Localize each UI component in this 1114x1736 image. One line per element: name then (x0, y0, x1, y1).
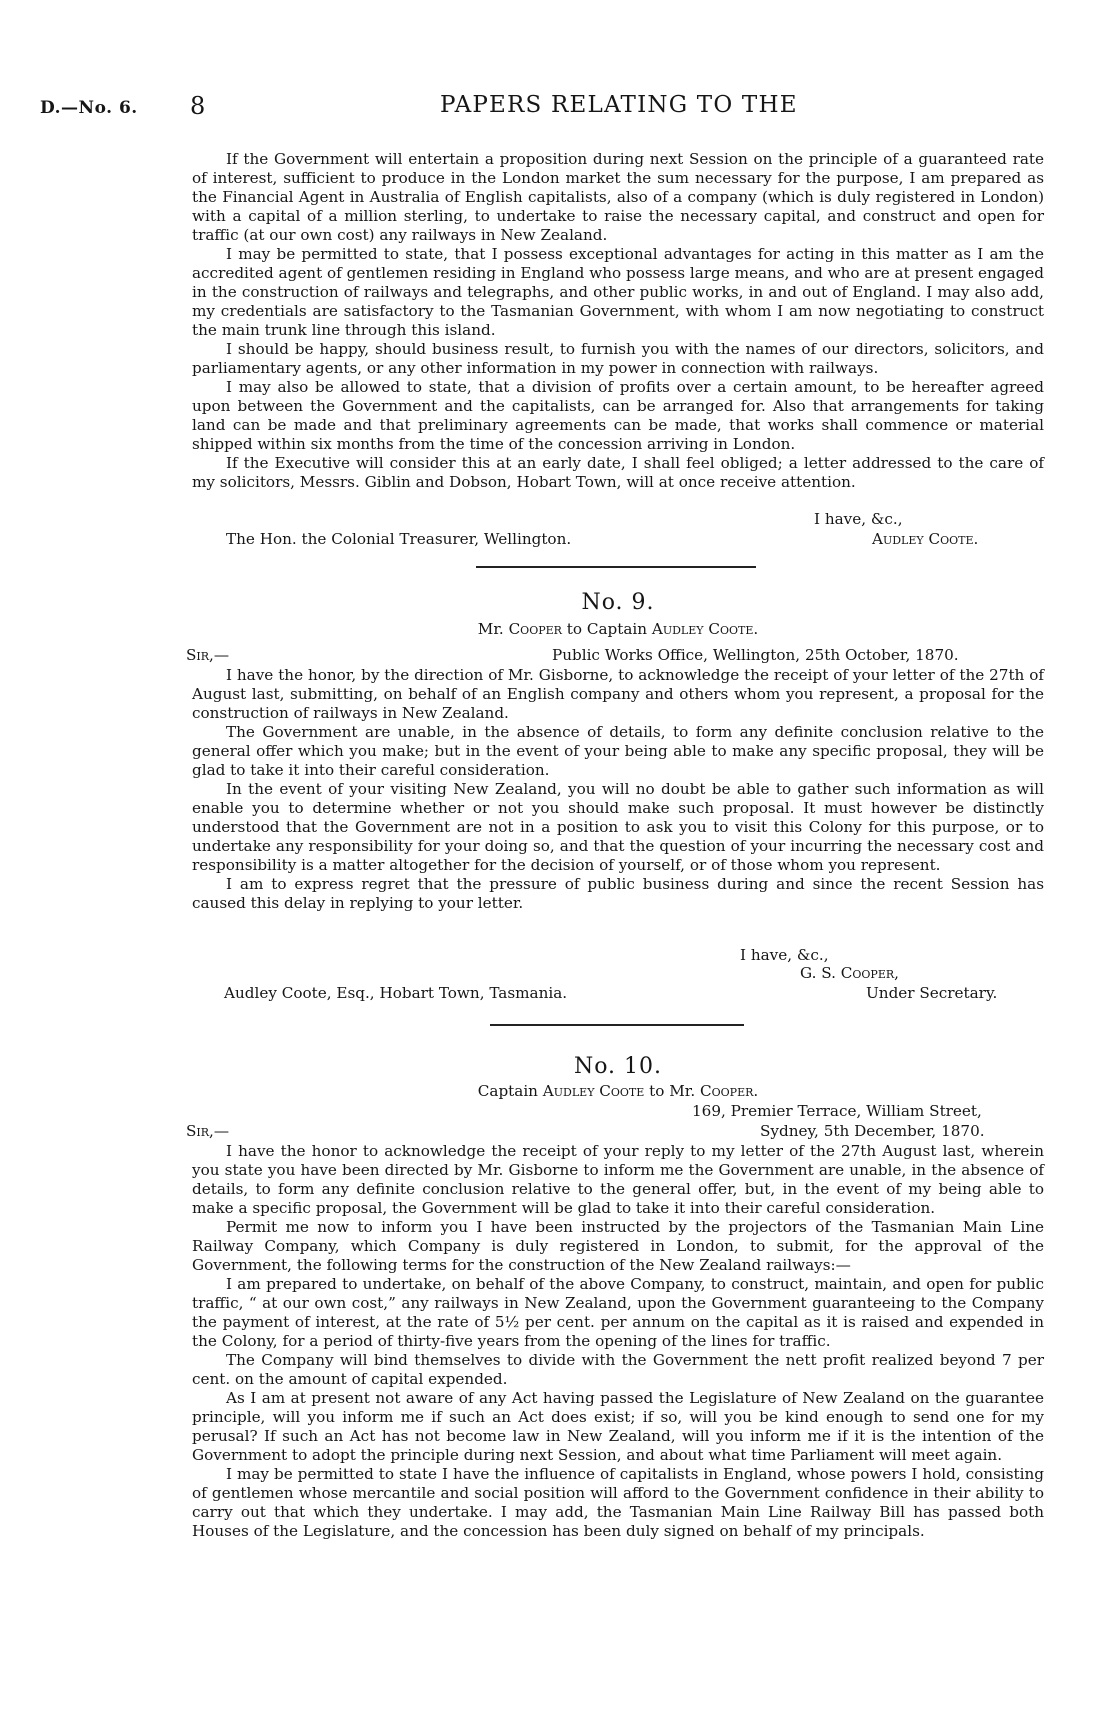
paragraph: The Government are unable, in the absence of details, to form any definite conclusion relative to the general offer which you make; but in the event of your being able to make any specific proposal, they will be glad to take it into their careful consideration. (192, 723, 1044, 779)
signature: G. S. Cooper, (800, 964, 899, 982)
subtitle-mid: to Captain (566, 620, 648, 638)
paragraph: If the Government will entertain a proposition during next Session on the principle of a guaranteed rate of interest, sufficient to produce in the London market the sum necessary for the purpose, I am prepared as the Financial Agent in Australia of English capitalists, also of a company (which is duly registered in London) with a capital of a million sterling, to undertake to raise the necessary capital, and construct and open for traffic (at our own cost) any railways in New Zealand. (192, 150, 1044, 244)
paragraph: If the Executive will consider this at an early date, I shall feel obliged; a letter addressed to the care of my solicitors, Messrs. Giblin and Dobson, Hobart Town, will at once receive attention. (192, 454, 1044, 491)
letter-subtitle (192, 1082, 1044, 1100)
paragraph: I should be happy, should business result, to furnish you with the names of our directors, solicitors, and parliamentary agents, or any other information in my power in connection with railways. (192, 340, 1044, 377)
subtitle-prefix: Captain (477, 1082, 538, 1100)
signature-title: Under Secretary. (866, 984, 998, 1002)
section-divider (476, 566, 756, 568)
letter-coote-reply-body (192, 1142, 1044, 1541)
addressee: The Hon. the Colonial Treasurer, Wellington. (226, 530, 572, 548)
paragraph: As I am at present not aware of any Act having passed the Legislature of New Zealand on the guarantee principle, will you inform me if such an Act does exist; if so, will you be kind enough to send one for my perusal? If such an Act has not become law in New Zealand, will you inform me if it is the intention of the Government to adopt the principle during next Session, and about what time Parliament will meet again. (192, 1389, 1044, 1464)
subtitle-from: Audley Coote (542, 1082, 645, 1100)
subtitle-prefix: Mr. (477, 620, 504, 638)
section-divider (490, 1024, 744, 1026)
addressee: Audley Coote, Esq., Hobart Town, Tasmania. (224, 984, 568, 1002)
paragraph: The Company will bind themselves to divide with the Government the nett profit realized beyond 7 per cent. on the amount of capital expended. (192, 1351, 1044, 1388)
signature: Audley Coote. (872, 530, 979, 548)
paragraph: I may be permitted to state, that I possess exceptional advantages for acting in this matter as I am the accredited agent of gentlemen residing in England who possess large means, and who are at present engaged in the construction of railways and telegraphs, and other public works, in and out of England. I may also add, my credentials are satisfactory to the Tasmanian Government, with whom I am now negotiating to construct the main trunk line through this island. (192, 245, 1044, 339)
place-date: Sydney, 5th December, 1870. (760, 1122, 985, 1140)
salutation: Sir,— (186, 1122, 230, 1140)
closing-phrase: I have, &c., (740, 946, 829, 964)
place-date: Public Works Office, Wellington, 25th October, 1870. (552, 646, 959, 664)
document-number: No. 9. (581, 590, 655, 615)
document-number: No. 10. (573, 1054, 663, 1079)
document-reference: D.—No. 6. (40, 98, 138, 118)
address-line: 169, Premier Terrace, William Street, (692, 1102, 982, 1120)
page-number: 8 (190, 92, 206, 120)
paragraph: Permit me now to inform you I have been instructed by the projectors of the Tasmanian Main Line Railway Company, which Company is duly registered in London, to submit, for the approval of the Government, the following terms for the construction of the New Zealand railways:— (192, 1218, 1044, 1274)
salutation: Sir,— (186, 646, 230, 664)
paragraph: I am to express regret that the pressure of public business during and since the recent Session has caused this delay in replying to your letter. (192, 875, 1044, 912)
subtitle-from: Cooper (508, 620, 562, 638)
running-title: PAPERS RELATING TO THE (440, 92, 798, 118)
letter-cooper-body (192, 666, 1044, 913)
paragraph: I have the honor to acknowledge the receipt of your reply to my letter of the 27th August last, wherein you state you have been directed by Mr. Gisborne to inform me the Government are unable, in the absence of details, to form any definite conclusion relative to the general offer, but, in the event of my being able to make a specific proposal, the Government will be glad to take it into their careful consideration. (192, 1142, 1044, 1217)
subtitle-mid: to Mr. (649, 1082, 696, 1100)
letter-subtitle (192, 620, 1044, 638)
paragraph: I am prepared to undertake, on behalf of the above Company, to construct, maintain, and open for public traffic, “ at our own cost,” any railways in New Zealand, upon the Government guaranteeing to the Company the payment of interest, at the rate of 5½ per cent. per annum on the capital as it is raised and expended in the Colony, for a period of thirty-five years from the opening of the lines for traffic. (192, 1275, 1044, 1350)
paragraph: I may be permitted to state I have the influence of capitalists in England, whose powers I hold, consisting of gentlemen whose mercantile and social position will afford to the Government confidence in their ability to carry out that which they undertake. I may add, the Tasmanian Main Line Railway Bill has passed both Houses of the Legislature, and the concession has been duly signed on behalf of my principals. (192, 1465, 1044, 1540)
closing-phrase: I have, &c., (814, 510, 903, 528)
letter-coote-body (192, 150, 1044, 492)
paragraph: I have the honor, by the direction of Mr. Gisborne, to acknowledge the receipt of your letter of the 27th of August last, submitting, on behalf of an English company and others whom you represent, a proposal for the construction of railways in New Zealand. (192, 666, 1044, 722)
subtitle-to: Cooper. (700, 1082, 759, 1100)
paragraph: I may also be allowed to state, that a division of profits over a certain amount, to be hereafter agreed upon between the Government and the capitalists, can be arranged for. Also that arrangements for taking land can be made and that preliminary agreements can be made, that works shall commence or material shipped within six months from the time of the concession arriving in London. (192, 378, 1044, 453)
paragraph: In the event of your visiting New Zealand, you will no doubt be able to gather such information as will enable you to determine whether or not you should make such proposal. It must however be distinctly understood that the Government are not in a position to ask you to visit this Colony for this purpose, or to undertake any responsibility for your doing so, and that the question of your incurring the necessary cost and responsibility is a matter altogether for the decision of yourself, or of those whom you represent. (192, 780, 1044, 874)
subtitle-to: Audley Coote. (651, 620, 759, 638)
